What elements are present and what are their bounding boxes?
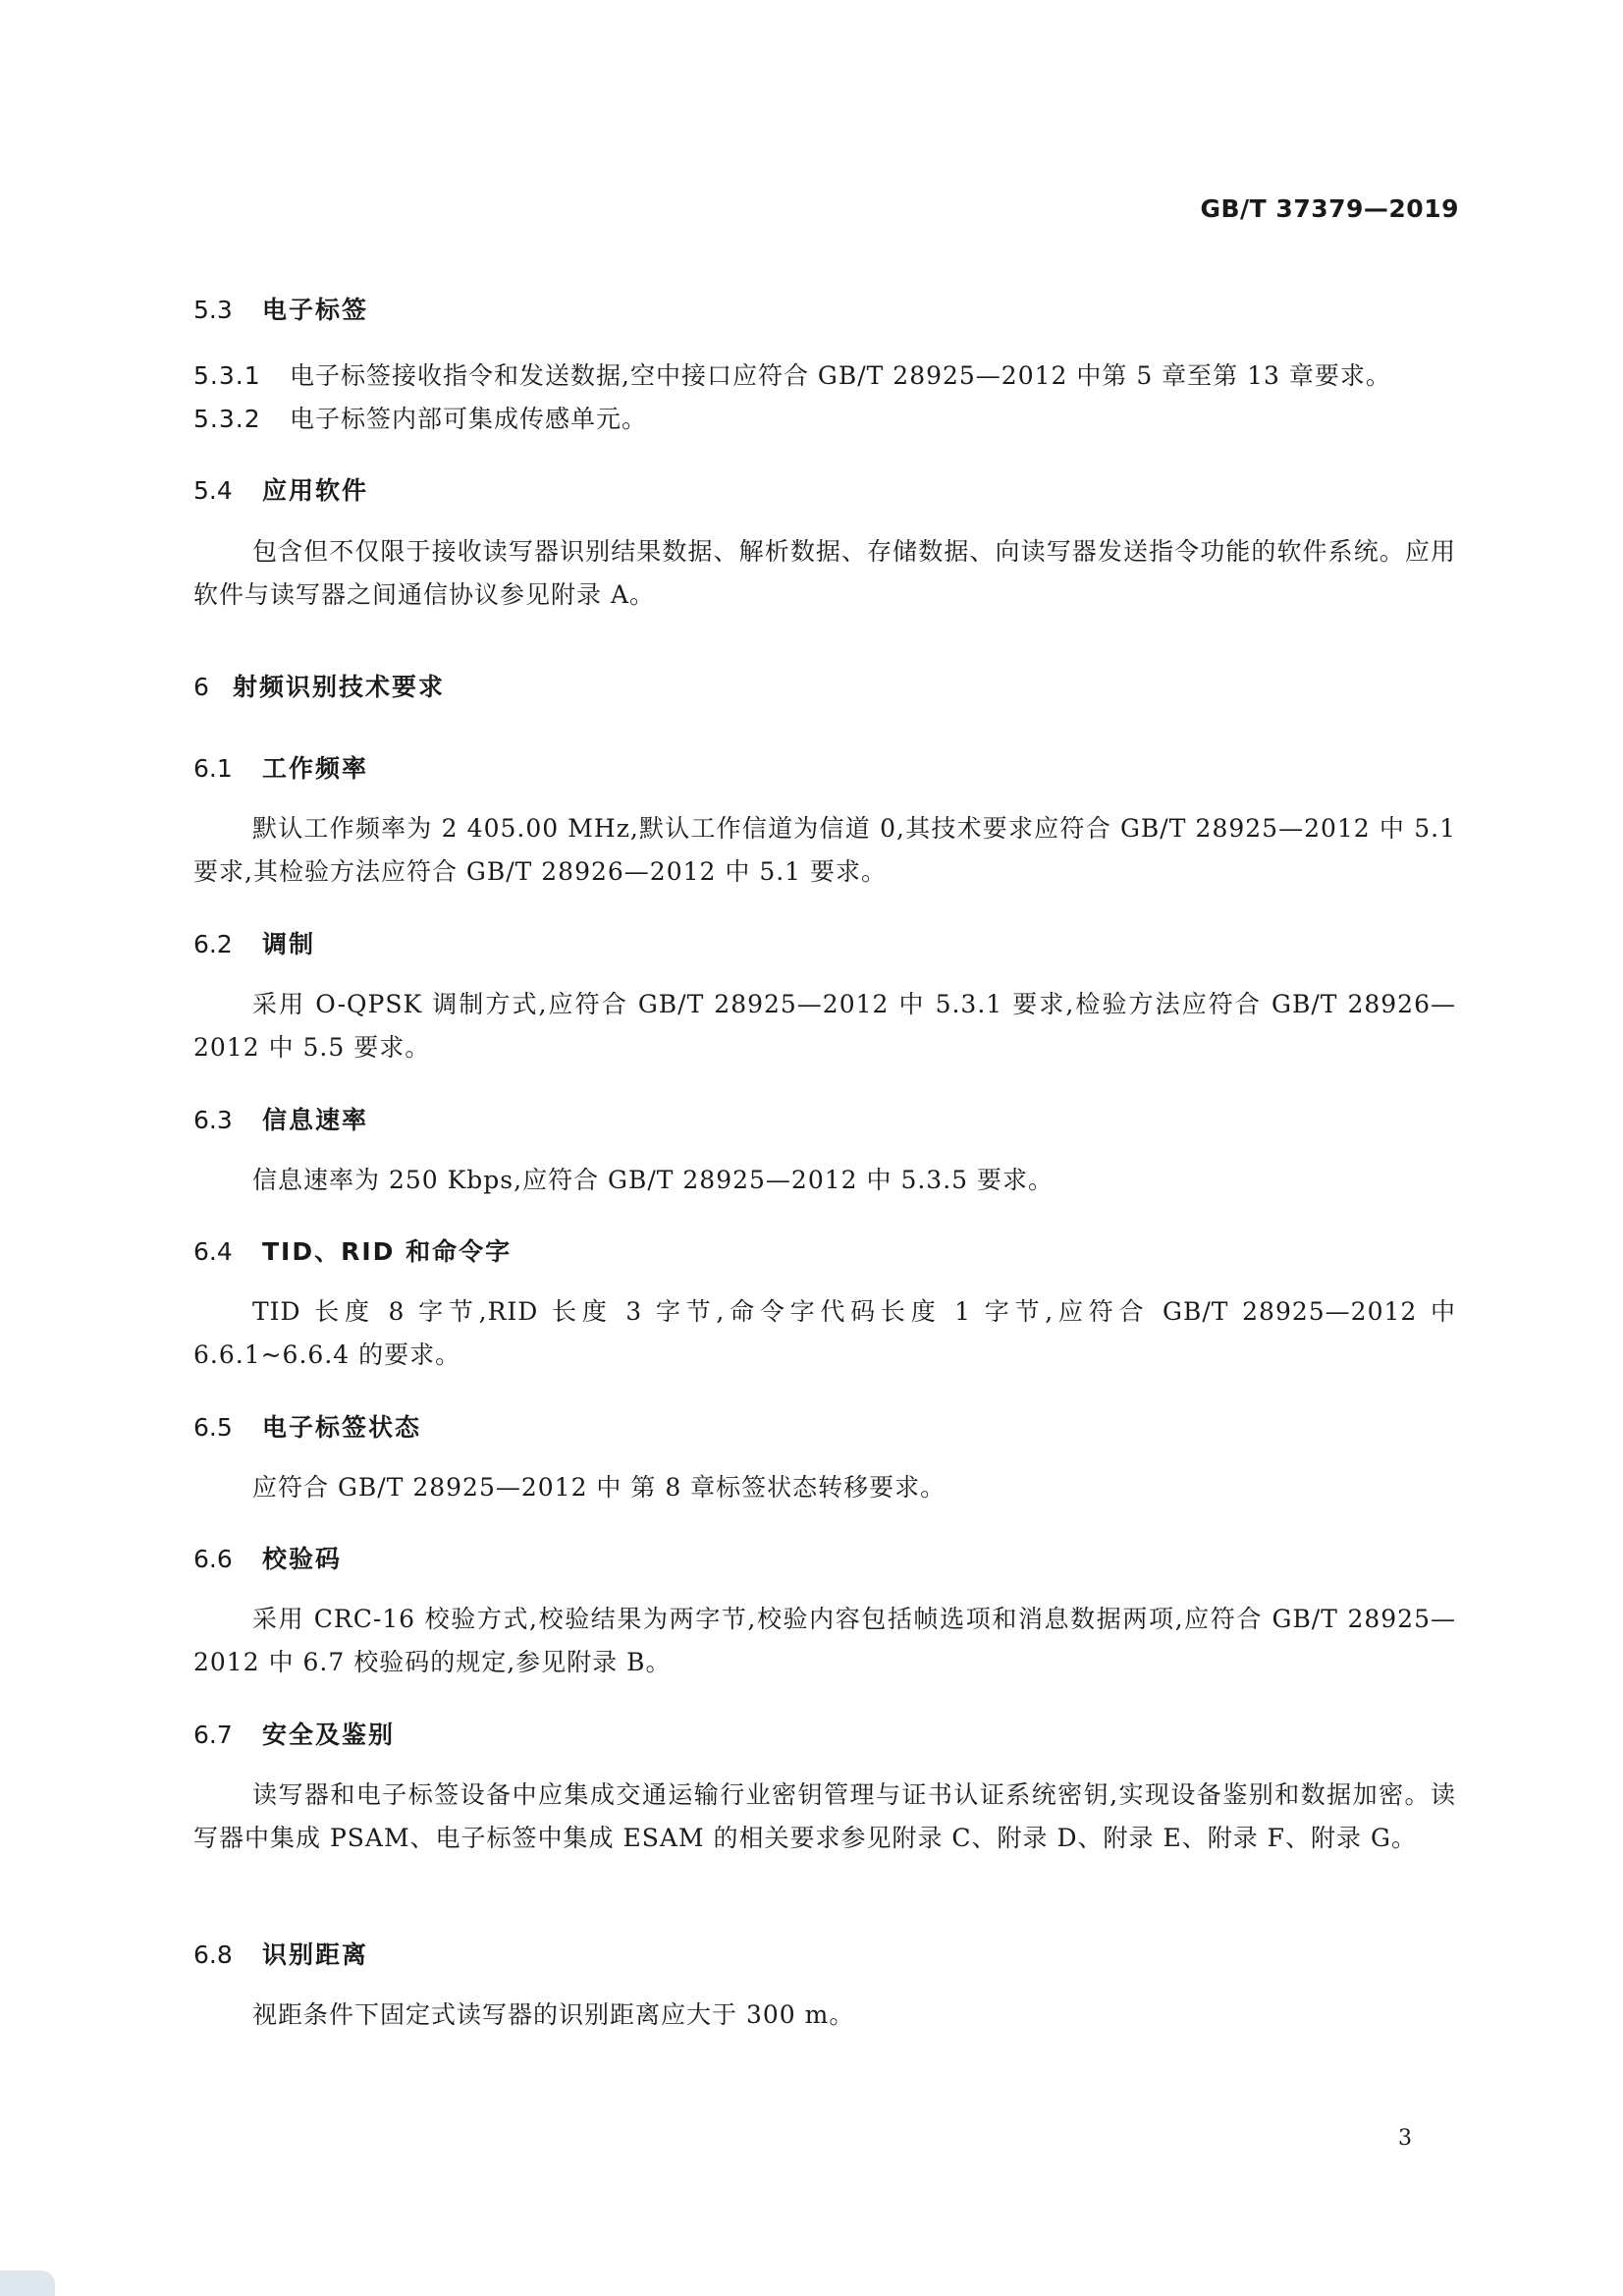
paragraph-6-4: TID 长度 8 字节,RID 长度 3 字节,命令字代码长度 1 字节,应符合 GB/T 28925—2012 中 6.6.1~6.6.4 的要求。 xyxy=(193,1297,1456,1369)
section-number: 6.1 xyxy=(193,754,233,783)
section-title: 工作频率 xyxy=(262,754,369,783)
clause-text: 电子标签接收指令和发送数据,空中接口应符合 GB/T 28925—2012 中第 5 章至第 13 章要求。 xyxy=(290,361,1391,390)
chapter-number: 6 xyxy=(193,673,209,701)
section-heading-5-3 xyxy=(193,291,368,326)
section-title: 应用软件 xyxy=(262,476,369,505)
section-number: 5.4 xyxy=(193,476,233,505)
section-title: 识别距离 xyxy=(262,1941,369,1969)
paragraph-6-8: 视距条件下固定式读写器的识别距离应大于 300 m。 xyxy=(252,2000,855,2029)
section-heading-6-6 xyxy=(193,1540,342,1575)
section-title: TID、RID 和命令字 xyxy=(262,1237,513,1266)
chapter-heading-6 xyxy=(193,668,445,703)
section-number: 6.3 xyxy=(193,1106,233,1134)
section-heading-5-4 xyxy=(193,471,368,507)
section-number: 6.7 xyxy=(193,1721,233,1749)
paragraph-6-1: 默认工作频率为 2 405.00 MHz,默认工作信道为信道 0,其技术要求应符合 GB/T 28925—2012 中 5.1 要求,其检验方法应符合 GB/T 28926—2012 中 5.1 要求。 xyxy=(193,814,1456,886)
clause-number: 5.3.2 xyxy=(193,405,261,433)
paragraph-6-3: 信息速率为 250 Kbps,应符合 GB/T 28925—2012 中 5.3.5 要求。 xyxy=(252,1166,1055,1194)
section-heading-6-1 xyxy=(193,749,368,785)
section-title: 电子标签状态 xyxy=(262,1413,422,1442)
section-heading-6-7 xyxy=(193,1716,395,1751)
section-heading-6-4 xyxy=(193,1232,512,1268)
chapter-title: 射频识别技术要求 xyxy=(233,673,446,701)
section-title: 校验码 xyxy=(262,1545,343,1573)
standard-number: GB/T 37379—2019 xyxy=(1200,194,1459,223)
section-number: 6.4 xyxy=(193,1237,233,1266)
section-heading-6-2 xyxy=(193,925,315,960)
paragraph-6-2: 采用 O-QPSK 调制方式,应符合 GB/T 28925—2012 中 5.3.1 要求,检验方法应符合 GB/T 28926—2012 中 5.5 要求。 xyxy=(193,990,1456,1062)
clause-5-3-1 xyxy=(193,355,1456,396)
clause-text: 电子标签内部可集成传感单元。 xyxy=(290,405,648,433)
section-number: 5.3 xyxy=(193,296,233,324)
section-number: 6.6 xyxy=(193,1545,233,1573)
section-title: 安全及鉴别 xyxy=(262,1721,396,1749)
section-heading-6-5 xyxy=(193,1408,421,1444)
section-heading-6-8 xyxy=(193,1936,368,1971)
section-number: 6.8 xyxy=(193,1941,233,1969)
section-number: 6.5 xyxy=(193,1413,233,1442)
paragraph-6-6: 采用 CRC-16 校验方式,校验结果为两字节,校验内容包括帧选项和消息数据两项,应符合 GB/T 28925—2012 中 6.7 校验码的规定,参见附录 B。 xyxy=(193,1605,1456,1676)
corner-decoration xyxy=(0,2270,55,2296)
clause-number: 5.3.1 xyxy=(193,361,261,390)
clause-5-3-2 xyxy=(193,399,1456,439)
paragraph-6-7: 读写器和电子标签设备中应集成交通运输行业密钥管理与证书认证系统密钥,实现设备鉴别和数据加密。读写器中集成 PSAM、电子标签中集成 ESAM 的相关要求参见附录 C、附录 D、附录 E、附录 F、附录 G。 xyxy=(193,1780,1456,1852)
section-title: 调制 xyxy=(262,930,316,958)
section-title: 信息速率 xyxy=(262,1106,369,1134)
paragraph-5-4: 包含但不仅限于接收读写器识别结果数据、解析数据、存储数据、向读写器发送指令功能的软件系统。应用软件与读写器之间通信协议参见附录 A。 xyxy=(193,537,1456,609)
paragraph-6-5: 应符合 GB/T 28925—2012 中 第 8 章标签状态转移要求。 xyxy=(252,1473,947,1502)
page-number: 3 xyxy=(1398,2126,1412,2151)
section-heading-6-3 xyxy=(193,1101,368,1136)
section-number: 6.2 xyxy=(193,930,233,958)
section-title: 电子标签 xyxy=(262,296,369,324)
